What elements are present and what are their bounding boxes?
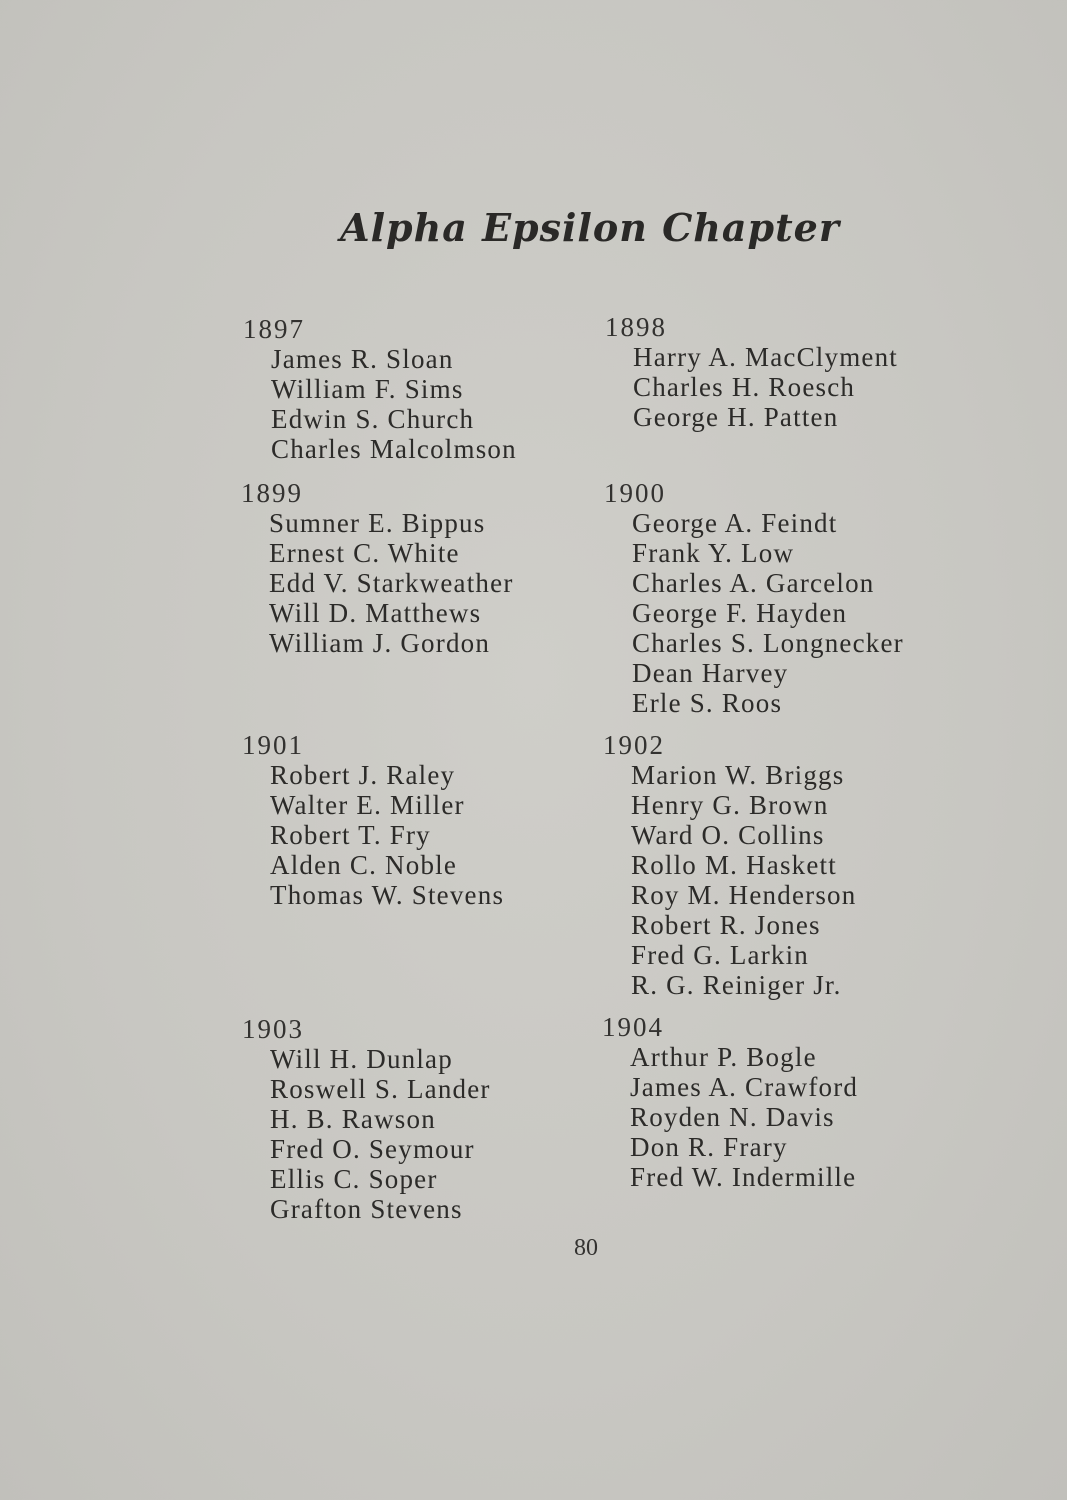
member-name: Frank Y. Low — [632, 538, 795, 568]
class-group-1897 — [243, 314, 517, 464]
member-name: James A. Crawford — [630, 1072, 859, 1102]
member-name: Charles H. Roesch — [633, 372, 856, 402]
member-list — [602, 1042, 858, 1192]
class-year: 1897 — [243, 314, 305, 344]
member-name: Don R. Frary — [630, 1132, 788, 1162]
class-year: 1899 — [241, 478, 303, 508]
class-year: 1904 — [602, 1012, 664, 1042]
member-name: Charles Malcolmson — [271, 434, 517, 464]
member-name: Rollo M. Haskett — [631, 850, 837, 880]
member-name: Marion W. Briggs — [631, 760, 845, 790]
member-name: Edd V. Starkweather — [269, 568, 514, 598]
member-name: Erle S. Roos — [632, 688, 783, 718]
page-title: Alpha Epsilon Chapter — [340, 205, 840, 250]
member-name: R. G. Reiniger Jr. — [631, 970, 842, 1000]
member-name: H. B. Rawson — [270, 1104, 436, 1134]
member-name: Henry G. Brown — [631, 790, 829, 820]
member-name: George F. Hayden — [632, 598, 848, 628]
member-name: Roy M. Henderson — [631, 880, 857, 910]
member-list — [243, 344, 517, 464]
member-list — [605, 342, 898, 432]
member-name: Robert R. Jones — [631, 910, 821, 940]
page-number: 80 — [574, 1235, 598, 1261]
member-name: Charles A. Garcelon — [632, 568, 875, 598]
class-group-1899 — [241, 478, 514, 658]
member-name: Will H. Dunlap — [270, 1044, 453, 1074]
member-name: Royden N. Davis — [630, 1102, 835, 1132]
member-name: Charles S. Longnecker — [632, 628, 904, 658]
member-name: Dean Harvey — [632, 658, 789, 688]
member-name: Thomas W. Stevens — [270, 880, 505, 910]
member-name: Ward O. Collins — [631, 820, 825, 850]
member-name: Grafton Stevens — [270, 1194, 463, 1224]
member-name: George H. Patten — [633, 402, 839, 432]
member-list — [603, 760, 856, 1000]
member-list — [241, 508, 514, 658]
class-year: 1901 — [242, 730, 304, 760]
class-year: 1902 — [603, 730, 665, 760]
class-group-1902 — [603, 730, 856, 1000]
member-name: Arthur P. Bogle — [630, 1042, 817, 1072]
member-name: Sumner E. Bippus — [269, 508, 486, 538]
member-name: William F. Sims — [271, 374, 464, 404]
member-name: William J. Gordon — [269, 628, 491, 658]
member-name: Roswell S. Lander — [270, 1074, 491, 1104]
class-group-1898 — [605, 312, 898, 432]
member-name: Ernest C. White — [269, 538, 460, 568]
member-name: Robert J. Raley — [270, 760, 456, 790]
member-name: Ellis C. Soper — [270, 1164, 438, 1194]
member-name: James R. Sloan — [271, 344, 454, 374]
member-name: Alden C. Noble — [270, 850, 458, 880]
member-name: Fred O. Seymour — [270, 1134, 475, 1164]
class-year: 1900 — [604, 478, 666, 508]
class-group-1901 — [242, 730, 504, 910]
class-group-1904 — [602, 1012, 858, 1192]
member-name: Harry A. MacClyment — [633, 342, 898, 372]
member-name: George A. Feindt — [632, 508, 838, 538]
member-name: Fred W. Indermille — [630, 1162, 857, 1192]
class-year: 1903 — [242, 1014, 304, 1044]
member-name: Robert T. Fry — [270, 820, 431, 850]
member-name: Edwin S. Church — [271, 404, 475, 434]
member-name: Will D. Matthews — [269, 598, 482, 628]
member-name: Walter E. Miller — [270, 790, 465, 820]
member-list — [604, 508, 904, 718]
class-year: 1898 — [605, 312, 667, 342]
class-group-1900 — [604, 478, 904, 718]
member-list — [242, 1044, 491, 1224]
member-name: Fred G. Larkin — [631, 940, 810, 970]
member-list — [242, 760, 504, 910]
class-group-1903 — [242, 1014, 491, 1224]
